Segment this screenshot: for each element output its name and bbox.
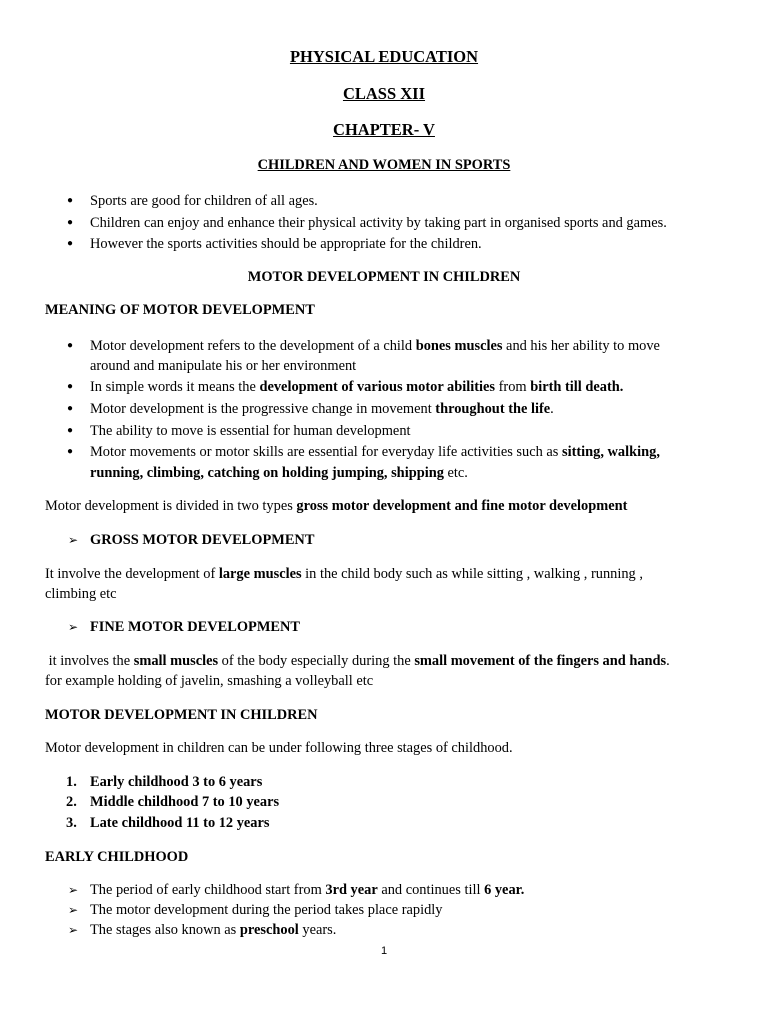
bullet-icon: ●	[67, 238, 74, 249]
bullet-icon: ●	[67, 217, 74, 228]
list-item: The ability to move is essential for human development	[90, 423, 411, 439]
list-item: Motor movements or motor skills are essential for everyday life activities such as sitting, walking,	[90, 444, 660, 460]
list-item: However the sports activities should be appropriate for the children.	[90, 236, 482, 252]
gross-heading: GROSS MOTOR DEVELOPMENT	[90, 532, 315, 548]
paragraph-fine: it involves the small muscles of the body especially during the small movement of the fingers and hands.	[45, 653, 670, 669]
bullet-icon: ●	[67, 340, 74, 351]
paragraph-gross-continuation: climbing etc	[45, 586, 117, 602]
stage-item: Early childhood 3 to 6 years	[90, 774, 263, 790]
document-title: PHYSICAL EDUCATION	[289, 47, 479, 66]
bullet-icon: ●	[67, 403, 74, 414]
list-item: The period of early childhood start from 3rd year and continues till 6 year.	[90, 882, 525, 898]
list-item: Children can enjoy and enhance their physical activity by taking part in organised sports and games.	[90, 215, 667, 231]
arrow-bullet-icon: ➢	[68, 620, 79, 634]
list-item: Motor development refers to the development of a child bones muscles and his her ability to move	[90, 338, 660, 354]
list-item-continuation: around and manipulate his or her environment	[90, 358, 357, 374]
stage-item: Middle childhood 7 to 10 years	[90, 794, 280, 810]
children-heading: MOTOR DEVELOPMENT IN CHILDREN	[45, 707, 318, 723]
stages-intro: Motor development in children can be under following three stages of childhood.	[45, 740, 513, 756]
list-item: The motor development during the period takes place rapidly	[90, 902, 443, 918]
chapter-heading: CHAPTER- V	[333, 120, 435, 139]
bullet-icon: ●	[67, 381, 74, 392]
arrow-bullet-icon: ➢	[68, 883, 79, 897]
fine-heading: FINE MOTOR DEVELOPMENT	[90, 619, 301, 635]
page-number: 1	[380, 945, 388, 957]
arrow-bullet-icon: ➢	[68, 533, 79, 547]
early-childhood-heading: EARLY CHILDHOOD	[45, 849, 189, 865]
list-number: 2.	[66, 794, 77, 810]
paragraph-fine-continuation: for example holding of javelin, smashing a volleyball etc	[45, 673, 374, 689]
arrow-bullet-icon: ➢	[68, 923, 79, 937]
paragraph-gross: It involve the development of large muscles in the child body such as while sitting , walking , running ,	[45, 566, 643, 582]
bullet-icon: ●	[67, 425, 74, 436]
list-number: 1.	[66, 774, 77, 790]
bullet-icon: ●	[67, 446, 74, 457]
list-item: In simple words it means the development of various motor abilities from birth till death.	[90, 379, 624, 395]
list-item: Sports are good for children of all ages.	[90, 193, 318, 209]
arrow-bullet-icon: ➢	[68, 903, 79, 917]
class-heading: CLASS XII	[342, 84, 426, 103]
stage-item: Late childhood 11 to 12 years	[90, 815, 270, 831]
meaning-heading: MEANING OF MOTOR DEVELOPMENT	[45, 302, 315, 318]
section-title: CHILDREN AND WOMEN IN SPORTS	[257, 157, 511, 173]
subheading-motor-development: MOTOR DEVELOPMENT IN CHILDREN	[247, 269, 521, 285]
paragraph-types: Motor development is divided in two types gross motor development and fine motor development	[45, 498, 628, 514]
bullet-icon: ●	[67, 195, 74, 206]
list-number: 3.	[66, 815, 77, 831]
list-item-continuation: running, climbing, catching on holding jumping, shipping etc.	[90, 465, 468, 481]
list-item: The stages also known as preschool years.	[90, 922, 337, 938]
list-item: Motor development is the progressive change in movement throughout the life.	[90, 401, 554, 417]
